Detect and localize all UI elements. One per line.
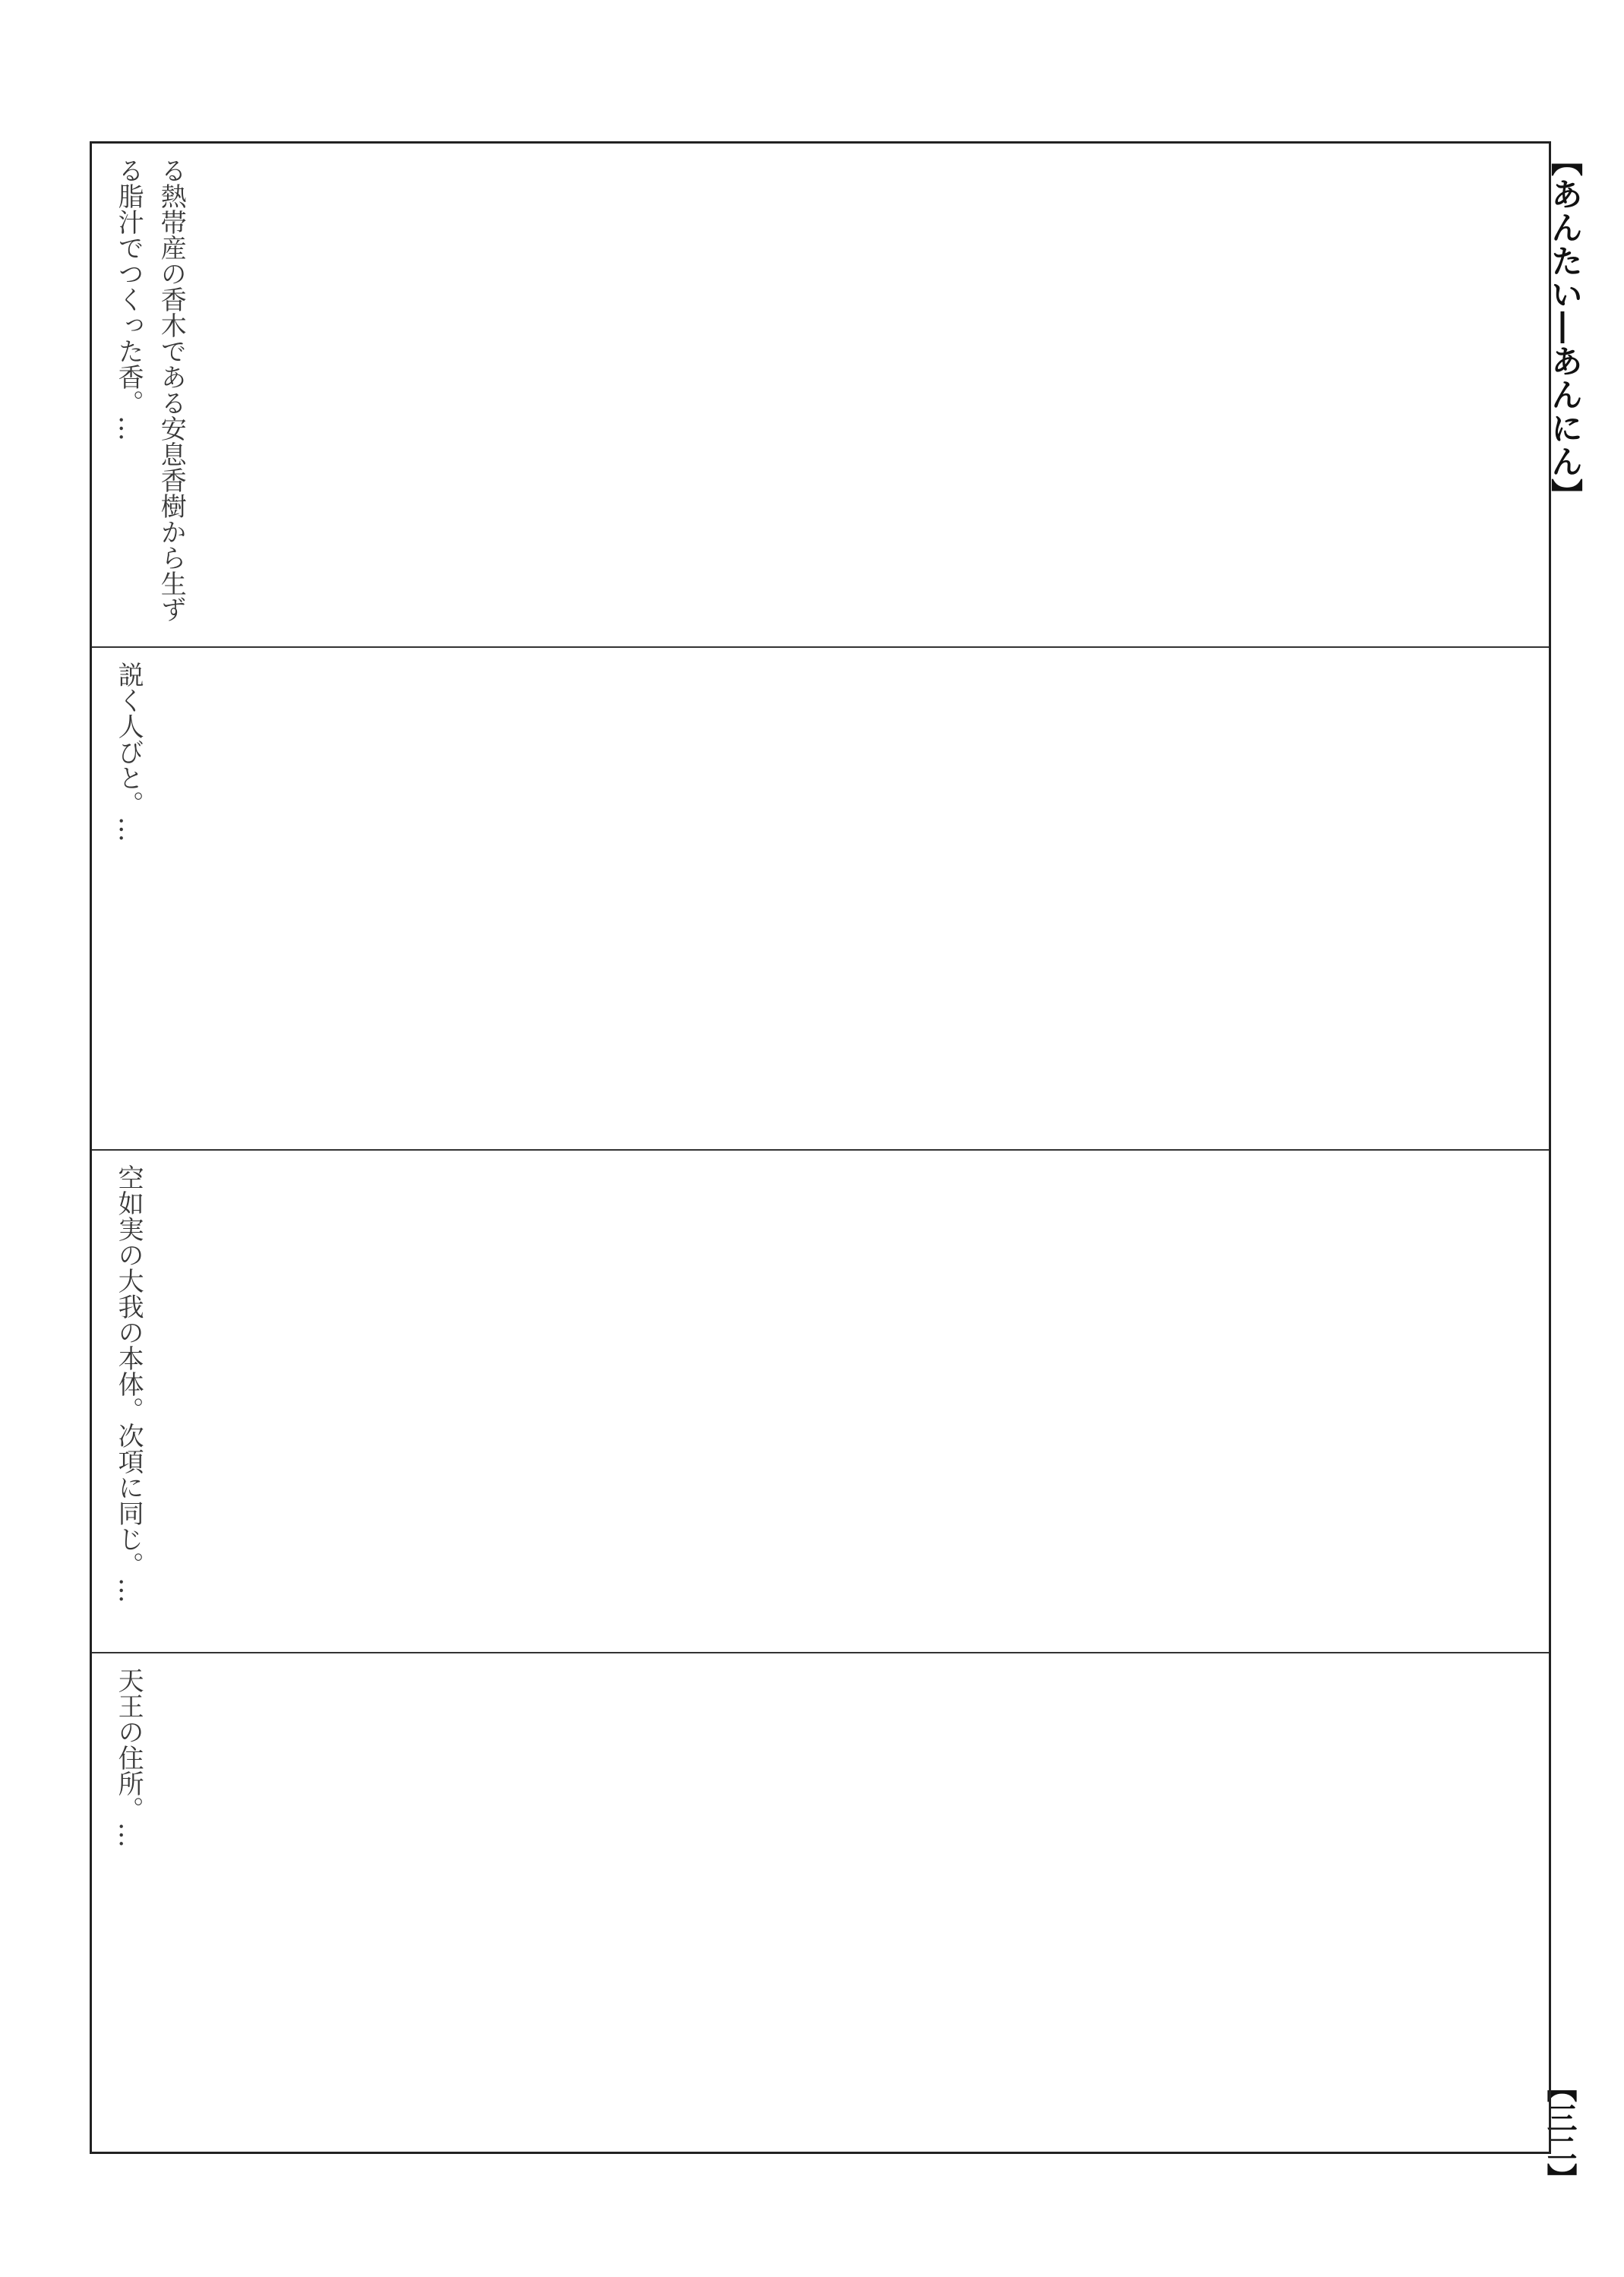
tier-text: 説く人びと。… — [113, 662, 144, 842]
tier-4 — [92, 1652, 1549, 2158]
tier-2 — [92, 646, 1549, 1149]
tier-1 — [92, 144, 1549, 645]
tier-text: 空如実の大我の本体。次項に同じ。… — [113, 1164, 144, 1603]
tier-3 — [92, 1149, 1549, 1652]
tier-text: 天王の住所。… — [113, 1667, 144, 1848]
tier-text: る熱帯産の香木である安息香樹から生ずる脂汁でつくった香。… — [113, 157, 187, 622]
running-head: 【あんたい―あんにん】 — [1547, 144, 1584, 512]
page-number: 【三二】 — [1542, 2072, 1578, 2193]
dictionary-frame — [90, 141, 1551, 2154]
